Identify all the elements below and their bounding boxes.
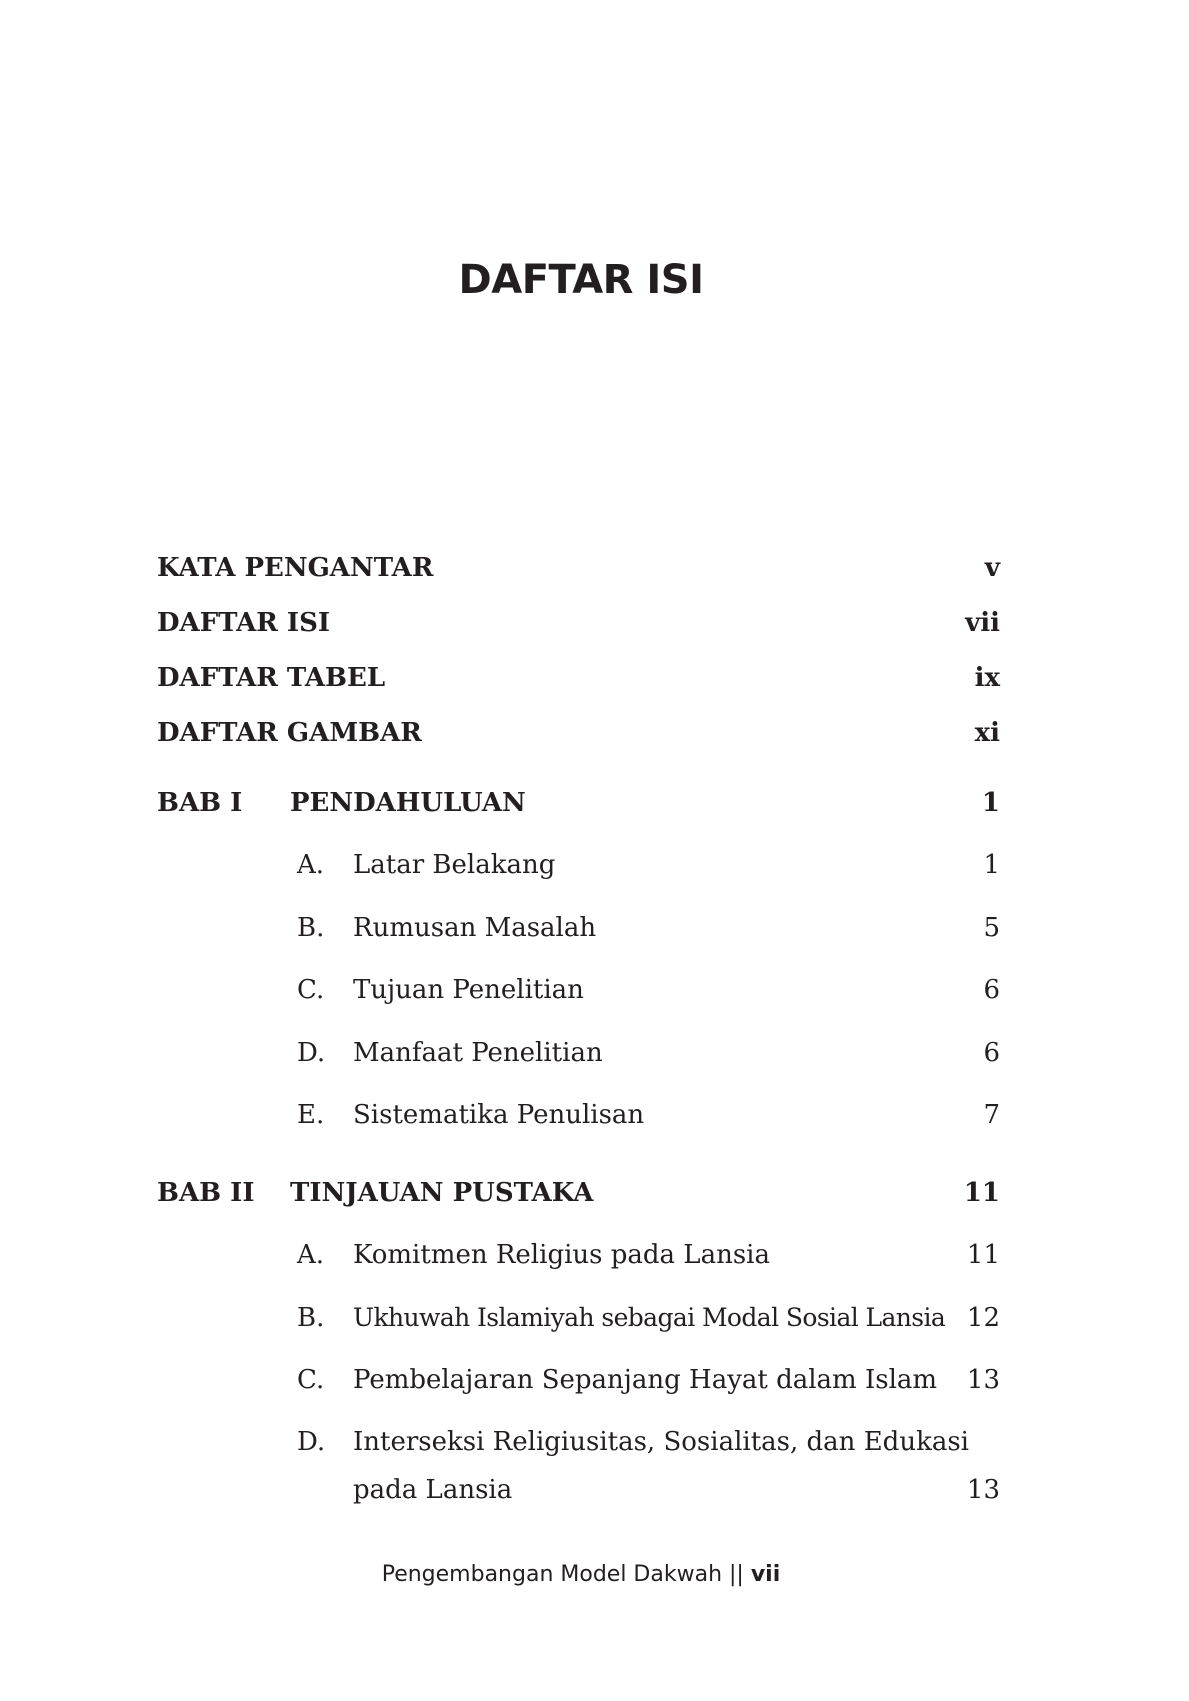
toc-section-rumusan-masalah[interactable]: Rumusan Masalah — [353, 913, 597, 943]
toc-section-interseksi-religiusitas-cont[interactable]: pada Lansia — [353, 1475, 513, 1505]
toc-section-latar-belakang[interactable]: Latar Belakang — [353, 850, 556, 880]
section-letter: A. — [297, 1240, 325, 1270]
section-letter: D. — [297, 1427, 326, 1457]
toc-chapter-pendahuluan[interactable]: PENDAHULUAN — [290, 788, 526, 818]
toc-page-number: vii — [965, 608, 1000, 638]
section-letter: A. — [297, 850, 325, 880]
toc-entry-daftar-isi[interactable]: DAFTAR ISI — [157, 608, 331, 638]
toc-page-number: v — [984, 553, 1000, 583]
toc-page-number: 6 — [983, 975, 1000, 1005]
toc-page-number: 13 — [966, 1475, 1000, 1505]
footer-book-title: Pengembangan Model Dakwah || — [381, 1562, 744, 1587]
toc-page-number: 11 — [963, 1178, 1000, 1208]
toc-section-sistematika-penulisan[interactable]: Sistematika Penulisan — [353, 1100, 645, 1130]
toc-page-number: 13 — [966, 1365, 1000, 1395]
chapter-number: BAB I — [157, 788, 243, 818]
section-letter: B. — [297, 913, 325, 943]
section-letter: E. — [297, 1100, 325, 1130]
toc-chapter-tinjauan-pustaka[interactable]: TINJAUAN PUSTAKA — [290, 1178, 594, 1208]
toc-page-number: 6 — [983, 1038, 1000, 1068]
toc-section-komitmen-religius[interactable]: Komitmen Religius pada Lansia — [353, 1240, 770, 1270]
toc-entry-daftar-gambar[interactable]: DAFTAR GAMBAR — [157, 718, 422, 748]
toc-page-number: 11 — [966, 1240, 1000, 1270]
toc-page-number: 5 — [983, 913, 1000, 943]
toc-section-manfaat-penelitian[interactable]: Manfaat Penelitian — [353, 1038, 603, 1068]
chapter-number: BAB II — [157, 1178, 255, 1208]
toc-page-number: ix — [974, 663, 1000, 693]
page-title: DAFTAR ISI — [458, 257, 704, 303]
toc-page-number: xi — [974, 718, 1000, 748]
section-letter: C. — [297, 975, 325, 1005]
section-letter: C. — [297, 1365, 325, 1395]
footer-page-number: vii — [750, 1562, 781, 1587]
toc-page-number: 12 — [966, 1303, 1000, 1333]
section-letter: D. — [297, 1038, 326, 1068]
toc-entry-kata-pengantar[interactable]: KATA PENGANTAR — [157, 553, 434, 583]
toc-section-pembelajaran-sepanjang-hayat[interactable]: Pembelajaran Sepanjang Hayat dalam Islam — [353, 1365, 938, 1395]
toc-section-interseksi-religiusitas[interactable]: Interseksi Religiusitas, Sosialitas, dan Edukasi — [353, 1427, 969, 1457]
toc-entry-daftar-tabel[interactable]: DAFTAR TABEL — [157, 663, 386, 693]
toc-page-number: 1 — [981, 788, 1000, 818]
page-footer — [0, 1560, 1162, 1590]
toc-section-tujuan-penelitian[interactable]: Tujuan Penelitian — [353, 975, 584, 1005]
toc-page-number: 7 — [983, 1100, 1000, 1130]
toc-page-number: 1 — [983, 850, 1000, 880]
toc-section-ukhuwah-islamiyah[interactable]: Ukhuwah Islamiyah sebagai Modal Sosial Lansia — [353, 1303, 946, 1332]
section-letter: B. — [297, 1303, 325, 1333]
